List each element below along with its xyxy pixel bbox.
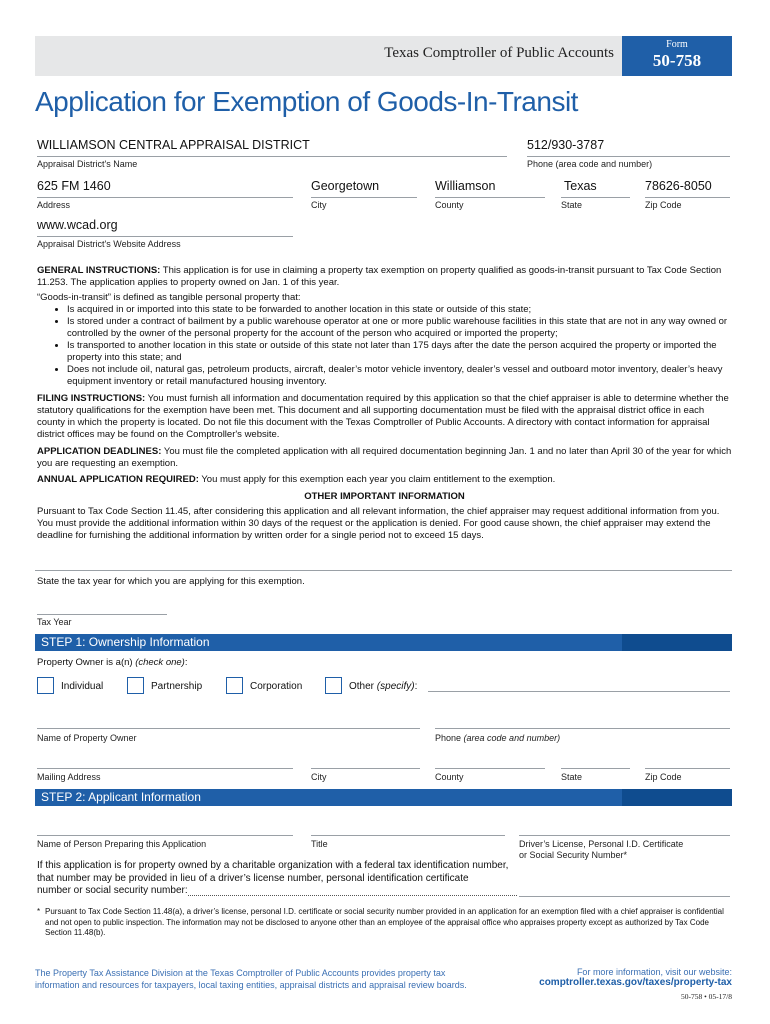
- owner-state-input[interactable]: [561, 756, 630, 769]
- owner-phone-input[interactable]: [435, 716, 730, 729]
- form-label: Form: [666, 39, 688, 50]
- owner-type-prefix: Property Owner is a(n): [37, 657, 136, 668]
- checkbox-partnership[interactable]: [127, 677, 144, 694]
- mailing-address-input[interactable]: [37, 756, 293, 769]
- checkbox-other-label: [349, 681, 417, 692]
- tax-year-prompt: State the tax year for which you are applying for this exemption.: [37, 576, 305, 587]
- other-heading: OTHER IMPORTANT INFORMATION: [304, 491, 465, 502]
- preparer-title-caption: Title: [311, 839, 328, 849]
- other-specify: (specify): [376, 681, 415, 692]
- district-city-field[interactable]: [311, 179, 417, 198]
- filing-text: You must furnish all information and documentation required by this application so that the chief appraiser is able to determine whether the statutory qualifications for the exemption have been met. This document and all supporting documentation must be filed with the appraisal district office in each county in which the property is located. Do not file this document with the Texas Comptroller of Public Accounts. A directory with contact information for appraisal district offices may be found on the Comptroller's website.: [37, 393, 729, 440]
- owner-zip-input[interactable]: [645, 756, 730, 769]
- preparer-name-input[interactable]: [37, 823, 293, 836]
- owner-city-input[interactable]: [311, 756, 420, 769]
- section-divider: [35, 570, 732, 571]
- deadlines-heading: APPLICATION DEADLINES:: [37, 446, 162, 457]
- general-instructions: [37, 265, 732, 289]
- annual-application: [37, 474, 732, 486]
- charity-dot-leader: [188, 886, 517, 896]
- district-state-value: Texas: [564, 179, 597, 193]
- district-city-caption: City: [311, 200, 327, 210]
- district-zip-caption: Zip Code: [645, 200, 682, 210]
- filing-heading: FILING INSTRUCTIONS:: [37, 393, 146, 404]
- list-item: • Is transported to another location in this state or outside of this state not later than 175 days after the date the person acquired the property or imported the property into this state; and: [67, 340, 732, 364]
- district-name-value: WILLIAMSON CENTRAL APPRAISAL DISTRICT: [37, 138, 310, 152]
- district-zip-value: 78626-8050: [645, 179, 712, 193]
- footnote-text: Pursuant to Tax Code Section 11.48(a), a driver’s license, personal I.D. certificate or social security number provided in an application for an exemption filed with a chief appraiser is confidential and not open to public inspection. The information may not be disclosed to anyone other than an employee of the appraisal office who appraises property except as authorized by Tax Code Section 11.48(b).: [45, 907, 724, 937]
- owner-type-suffix: :: [184, 657, 188, 668]
- agency-name: Texas Comptroller of Public Accounts: [384, 45, 614, 61]
- other-text: Pursuant to Tax Code Section 11.45, after considering this application and all relevant information, the chief appraiser may request additional information from you. You must provide the additional information within 30 days of the request or the application is denied. For good cause shown, the chief appraiser may extend the deadline for furnishing the additional information by written order for a single period not to exceed 15 days.: [37, 506, 720, 541]
- step2-bar: [35, 789, 732, 806]
- district-county-caption: County: [435, 200, 464, 210]
- district-phone-caption: Phone (area code and number): [527, 159, 653, 169]
- owner-phone-caption-b: (area code and number): [463, 733, 561, 743]
- preparer-name-caption: Name of Person Preparing this Application: [37, 839, 207, 849]
- footer-website-link[interactable]: comptroller.texas.gov/taxes/property-tax: [539, 977, 732, 988]
- step2-bar-accent: [622, 789, 732, 806]
- owner-phone-caption-a: Phone: [435, 733, 464, 743]
- district-website-value: www.wcad.org: [37, 218, 118, 232]
- charity-line1: If this application is for property owned by a charitable organization with a federal tax identification number,: [37, 860, 509, 871]
- footer-website: [539, 967, 732, 988]
- district-state-field[interactable]: [561, 179, 630, 198]
- district-website-caption: Appraisal District's Website Address: [37, 239, 181, 249]
- mailing-address-caption: Mailing Address: [37, 772, 101, 782]
- license-caption: [519, 839, 683, 861]
- goods-definition: “Goods-in-transit” is defined as tangible personal property that:: [37, 292, 301, 303]
- checkbox-partnership-label: Partnership: [151, 681, 203, 692]
- other-specify-input[interactable]: [428, 679, 730, 692]
- district-name-caption: Appraisal District's Name: [37, 159, 138, 169]
- tax-year-caption: Tax Year: [37, 617, 72, 627]
- checkbox-corporation[interactable]: [226, 677, 243, 694]
- general-heading: GENERAL INSTRUCTIONS:: [37, 265, 161, 276]
- filing-instructions: [37, 393, 732, 441]
- charity-text: [37, 860, 517, 898]
- district-county-field[interactable]: [435, 179, 545, 198]
- district-zip-field[interactable]: [645, 179, 730, 198]
- footer-website-intro: For more information, visit our website:: [576, 967, 732, 977]
- owner-type-check: (check one): [135, 657, 185, 668]
- annual-text: You must apply for this exemption each year you claim entitlement to the exemption.: [198, 474, 556, 485]
- checkbox-corporation-label: Corporation: [250, 681, 303, 692]
- checkbox-other[interactable]: [325, 677, 342, 694]
- checkbox-individual[interactable]: [37, 677, 54, 694]
- form-header: [35, 36, 732, 76]
- owner-zip-caption: Zip Code: [645, 772, 682, 782]
- owner-county-input[interactable]: [435, 756, 545, 769]
- other-label: Other: [349, 681, 377, 692]
- district-name-field[interactable]: [37, 138, 507, 157]
- preparer-title-input[interactable]: [311, 823, 505, 836]
- owner-state-caption: State: [561, 772, 583, 782]
- other-colon: :: [414, 681, 418, 692]
- checkbox-individual-label: Individual: [61, 681, 104, 692]
- form-number-box: [622, 36, 732, 76]
- list-item: • Does not include oil, natural gas, petroleum products, aircraft, dealer’s motor vehicle inventory, dealer’s vessel and outboard motor inventory, dealer’s heavy equipment inventory or retail manufactured housing inventory.: [67, 364, 732, 388]
- list-item: • Is stored under a contract of bailment by a public warehouse operator at one or more public warehouse facilities in this state that are not in any way owned or controlled by the owner of the personal property for the account of the person who acquired or imported the property;: [67, 316, 732, 340]
- footnote-mark: *: [37, 907, 41, 916]
- general-text: This application is for use in claiming a property tax exemption on property qualified as goods-in-transit pursuant to Tax Code Section 11.253. The application applies to property owned on Jan. 1 of this year.: [37, 265, 722, 288]
- license-input[interactable]: [519, 823, 730, 836]
- district-county-value: Williamson: [435, 179, 496, 193]
- footnote: [37, 907, 727, 939]
- charity-line3-row: [37, 885, 517, 898]
- district-address-caption: Address: [37, 200, 71, 210]
- district-city-value: Georgetown: [311, 179, 380, 193]
- charity-line2: that number may be provided in lieu of a driver’s license number, personal identification certificate: [37, 872, 469, 884]
- step1-bar-accent: [622, 634, 732, 651]
- step2-title: STEP 2: Applicant Information: [41, 790, 201, 804]
- district-website-field[interactable]: [37, 218, 293, 237]
- owner-city-caption: City: [311, 772, 327, 782]
- annual-heading: ANNUAL APPLICATION REQUIRED:: [37, 474, 199, 485]
- district-phone-value: 512/930-3787: [527, 138, 605, 152]
- tax-year-input[interactable]: [37, 602, 167, 615]
- license-caption-line1: Driver’s License, Personal I.D. Certificate: [519, 839, 684, 849]
- owner-phone-caption: [435, 733, 560, 743]
- form-number: 50-758: [652, 51, 702, 70]
- district-address-field[interactable]: [37, 179, 293, 198]
- license-caption-line2: or Social Security Number*: [519, 850, 628, 860]
- charity-line3: number or social security number:: [37, 885, 188, 896]
- owner-name-input[interactable]: [37, 716, 420, 729]
- step1-title: STEP 1: Ownership Information: [41, 635, 210, 649]
- step1-bar: [35, 634, 732, 651]
- footer-description: The Property Tax Assistance Division at the Texas Comptroller of Public Accounts provides property tax information and resources for taxpayers, local taxing entities, appraisal districts and appraisal review boards.: [35, 968, 467, 990]
- definition-list: [37, 304, 732, 388]
- district-phone-field[interactable]: [527, 138, 730, 157]
- district-state-caption: State: [561, 200, 583, 210]
- instructions-block: [37, 265, 732, 542]
- list-item: • Is acquired in or imported into this state to be forwarded to another location in this state or outside of this state;: [67, 304, 732, 316]
- district-address-value: 625 FM 1460: [37, 179, 111, 193]
- page-title: Application for Exemption of Goods-In-Transit: [35, 86, 578, 117]
- application-deadlines: [37, 446, 732, 470]
- deadlines-text: You must file the completed application with all required documentation beginning Jan. 1 and no later than April 30 of the year for which you are requesting an exemption.: [37, 446, 732, 469]
- owner-county-caption: County: [435, 772, 464, 782]
- owner-name-caption: Name of Property Owner: [37, 733, 137, 743]
- federal-tax-id-input[interactable]: [519, 884, 730, 897]
- form-revision-code: 50-758 • 05-17/8: [681, 992, 732, 1001]
- owner-type-prompt: [37, 657, 187, 669]
